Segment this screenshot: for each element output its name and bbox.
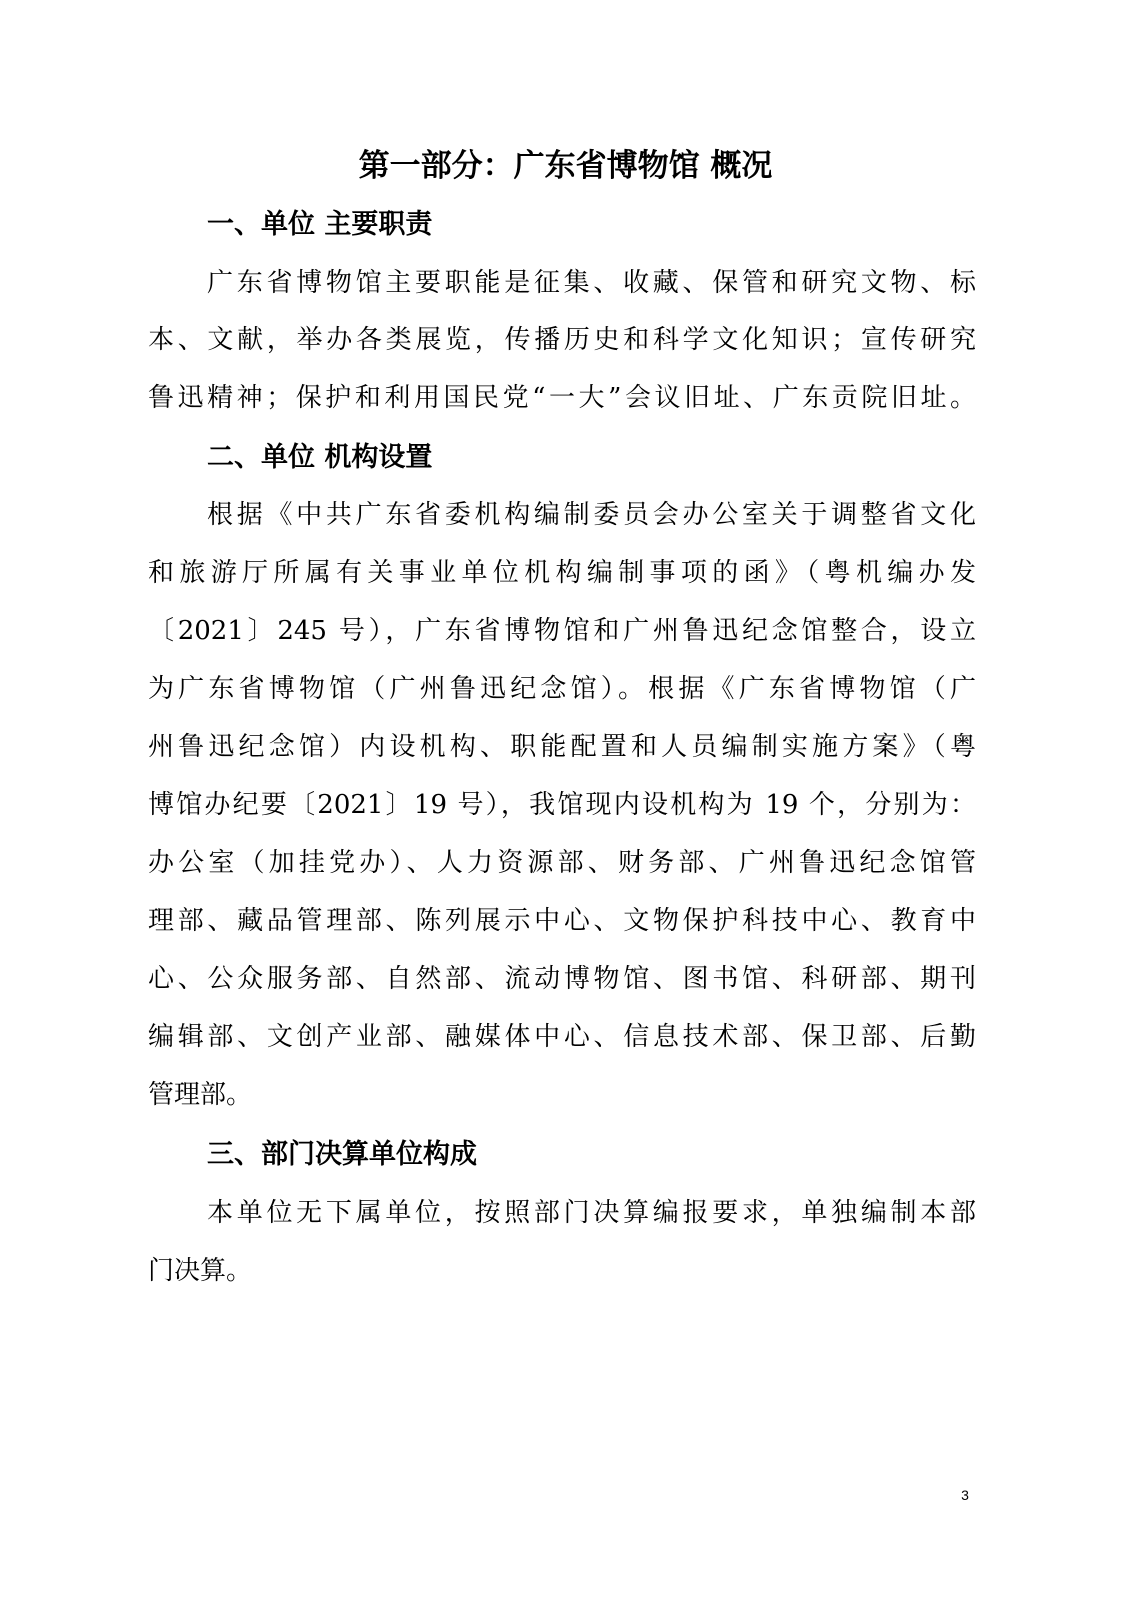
paragraph-line: 州鲁迅纪念馆）内设机构、职能配置和人员编制实施方案》（粤 — [148, 732, 976, 762]
paragraph-line: 〔2021〕245 号），广东省博物馆和广州鲁迅纪念馆整合，设立 — [148, 616, 976, 646]
paragraph-line: 办公室（加挂党办）、人力资源部、财务部、广州鲁迅纪念馆管 — [148, 848, 976, 878]
paragraph-line: 本、文献，举办各类展览，传播历史和科学文化知识；宣传研究 — [148, 325, 976, 355]
section-heading-composition: 三、部门决算单位构成 — [207, 1139, 477, 1170]
paragraph-line: 编辑部、文创产业部、融媒体中心、信息技术部、保卫部、后勤 — [148, 1022, 976, 1052]
paragraph-line: 博馆办纪要〔2021〕19 号），我馆现内设机构为 19 个，分别为： — [148, 790, 976, 820]
paragraph-line: 理部、藏品管理部、陈列展示中心、文物保护科技中心、教育中 — [148, 906, 976, 936]
paragraph-line: 和旅游厅所属有关事业单位机构编制事项的函》（粤机编办发 — [148, 558, 976, 588]
paragraph-line: 鲁迅精神；保护和利用国民党“一大”会议旧址、广东贡院旧址。 — [148, 383, 976, 413]
paragraph-line: 门决算。 — [148, 1256, 253, 1286]
paragraph-line: 本单位无下属单位，按照部门决算编报要求，单独编制本部 — [207, 1198, 976, 1228]
section-heading-duties: 一、单位 主要职责 — [207, 209, 433, 240]
page-number: 3 — [961, 1487, 969, 1503]
document-title: 第一部分：广东省博物馆 概况 — [358, 148, 773, 184]
paragraph-line: 心、公众服务部、自然部、流动博物馆、图书馆、科研部、期刊 — [148, 964, 976, 994]
paragraph-line: 根据《中共广东省委机构编制委员会办公室关于调整省文化 — [207, 500, 976, 530]
paragraph-line: 广东省博物馆主要职能是征集、收藏、保管和研究文物、标 — [207, 268, 976, 298]
section-heading-structure: 二、单位 机构设置 — [207, 442, 433, 473]
paragraph-line: 为广东省博物馆（广州鲁迅纪念馆）。根据《广东省博物馆（广 — [148, 674, 976, 704]
paragraph-line: 管理部。 — [148, 1080, 253, 1110]
